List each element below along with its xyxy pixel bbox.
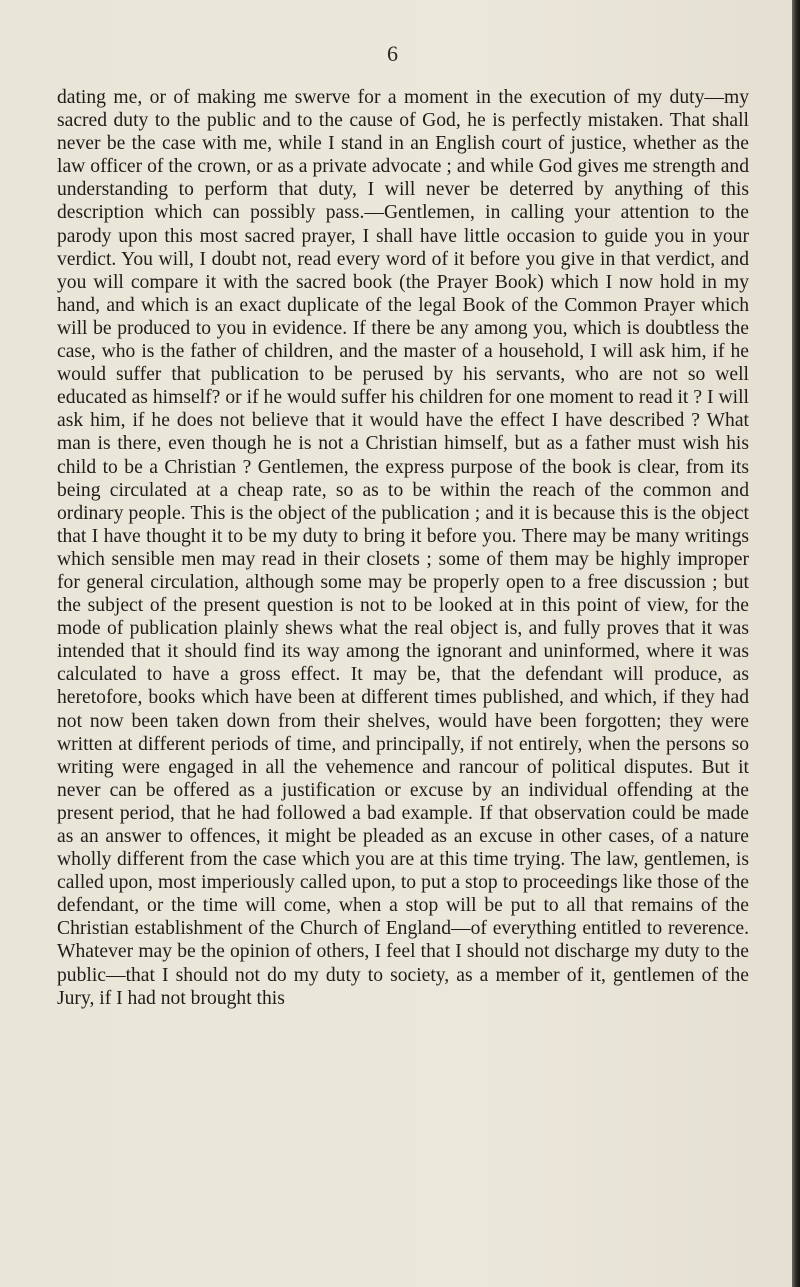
body-text-paragraph: dating me, or of making me swerve for a moment in the execution of my duty—my sacred duty to the public and to the cause of God, he is perfectly mistaken. That shall never be the case with me, while I stand in an English court of justice, whether as the law officer of the crown, or as a private advocate ; and while God gives me strength and understanding to perform that duty, I will never be deterred by anything of this description which can possibly pass.—Gentlemen, in calling your attention to the parody upon this most sacred prayer, I shall have little occasion to guide you in your verdict. You will, I doubt not, read every word of it before you give in that verdict, and you will compare it with the sacred book (the Prayer Book) which I now hold in my hand, and which is an exact duplicate of the legal Book of the Common Prayer which will be produced to you in evidence. If there be any among you, which is doubtless the case, who is the father of children, and the master of a household, I will ask him, if he would suffer that publication to be perused by his servants, who are not so well educated as himself? or if he would suffer his children for one moment to read it ? I will ask him, if he does not believe that it would have the effect I have described ? What man is there, even though he is not a Christian himself, but as a father must wish his child to be a Christian ? Gentlemen, the express purpose of the book is clear, from its being circulated at a cheap rate, so as to be within the reach of the common and ordinary people. This is the object of the publication ; and it is because this is the object that I have thought it to be my duty to bring it before you. There may be many writings which sensible men may read in their closets ; some of them may be highly improper for general circulation, although some may be properly open to a free discussion ; but the subject of the present question is not to be looked at in this point of view, for the mode of publication plainly shews what the real object is, and fully proves that it was intended that it should find its way among the ignorant and uninformed, where it was calculated to have a gross effect. It may be, that the defendant will produce, as heretofore, books which have been at different times published, and which, if they had not now been taken down from their shelves, would have been forgotten; they were written at different periods of time, and principally, if not entirely, when the persons so writing were engaged in all the vehemence and rancour of political disputes. But it never can be offered as a justification or excuse by an individual offending at the present period, that he had followed a bad example. If that observation could be made as an answer to offences, it might be pleaded as an excuse in other cases, of a nature wholly different from the case which you are at this time trying. The law, gentlemen, is called upon, most imperiously called upon, to put a stop to proceedings like those of the defendant, or the time will come, when a stop will be put to all that remains of the Christian establishment of the Church of England—of everything entitled to reverence. Whatever may be the opinion of others, I feel that I should not discharge my duty to the public—that I should not do my duty to society, as a member of it, gentlemen of the Jury, if I had not brought this (57, 87, 749, 1009)
page-edge-shadow (792, 0, 800, 1287)
page-number: 6 (387, 41, 398, 66)
